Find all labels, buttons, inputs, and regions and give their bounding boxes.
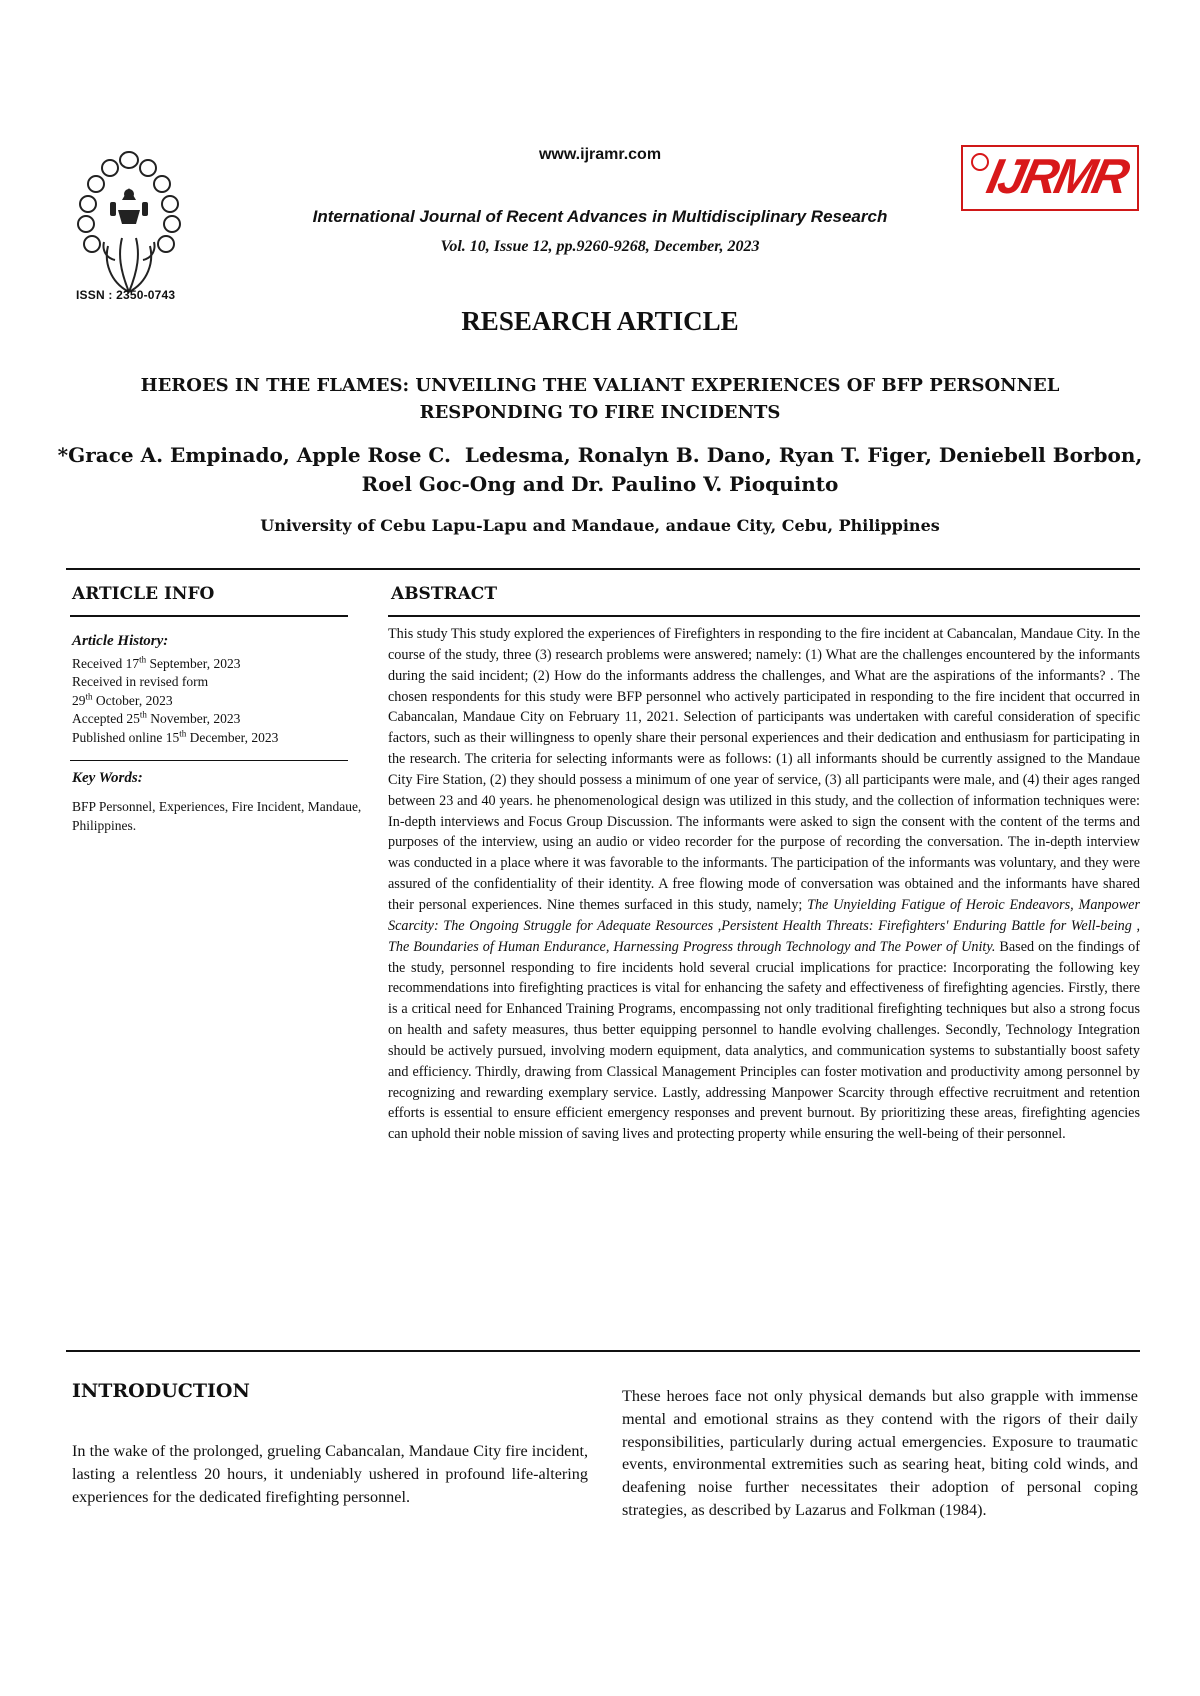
abstract-end-divider: [66, 1350, 1140, 1352]
introduction-paragraph-2: These heroes face not only physical demands but also grapple with immense mental and emotional strains as they contend with the rigors of their daily responsibilities, particularly during actual emergencies. Exposure to traumatic events, environmental extremities such as searing heat, biting cold winds, and deafening noise further necessitates their adoption of personal coping strategies, as described by Lazarus and Folkman (1984).: [622, 1387, 1138, 1519]
article-history-heading: Article History:: [72, 633, 169, 649]
logo-circle-icon: [971, 153, 989, 171]
volume-info: Vol. 10, Issue 12, pp.9260-9268, December, 2023: [440, 238, 760, 255]
abstract-divider: [388, 615, 1140, 617]
article-history: [72, 632, 372, 748]
journal-name: International Journal of Recent Advances in Multidisciplinary Research: [312, 207, 888, 226]
abstract-themes: The Unyielding Fatigue of Heroic Endeavors, Manpower Scarcity: The Ongoing Struggle for Adequate Resources ,Persistent Health Threats: Firefighters' Enduring Battle for Well-being , The Boundaries of Human Endurance, Harnessing Progress through Technology and The Power of Unity.: [388, 896, 1140, 955]
authors-line-1: *Grace A. Empinado, Apple Rose C. Ledesma, Ronalyn B. Dano, Ryan T. Figer, Deniebell Borbon,: [57, 443, 1143, 467]
revised-date: 29th October, 2023: [72, 691, 173, 708]
authors-line-2: Roel Goc-Ong and Dr. Paulino V. Pioquinto: [361, 472, 839, 496]
article-title-line-2: RESPONDING TO FIRE INCIDENTS: [419, 402, 781, 423]
keywords-heading: Key Words:: [72, 770, 143, 786]
abstract-heading: ABSTRACT: [391, 584, 497, 604]
article-title-line-1: HEROES IN THE FLAMES: UNVEILING THE VALIANT EXPERIENCES OF BFP PERSONNEL: [140, 375, 1060, 396]
published-date: Published online 15th December, 2023: [72, 728, 279, 745]
revised-label: Received in revised form: [72, 674, 209, 690]
journal-logo: [961, 145, 1139, 211]
article-info-heading: ARTICLE INFO: [72, 584, 215, 604]
article-info-divider: [70, 615, 348, 617]
issn-number: ISSN : 2350-0743: [76, 288, 176, 302]
received-date: Received 17th September, 2023: [72, 654, 241, 671]
article-type: RESEARCH ARTICLE: [461, 306, 739, 336]
keywords-text: BFP Personnel, Experiences, Fire Incident, Mandaue, Philippines.: [72, 799, 362, 833]
introduction-heading: INTRODUCTION: [72, 1380, 250, 1402]
abstract-text: This study This study explored the experiences of Firefighters in responding to the fire incident at Cabancalan, Mandaue City. In the course of the study, three (3) research problems were answered; namely: (1) What are the challenges encountered by the informants during the said incident; (2) How do the informants address the challenges, and What are the aspirations of the informants? . The chosen respondents for this study were BFP personnel who actively participated in responding to the fire incident that occurred in Cabancalan, Mandaue City on February 11, 2021. Selection of participants was undertaken with careful consideration of specific factors, such as their willingness to openly share their personal experiences and their dedication and enthusiasm for participating in the research. The criteria for selecting informants were as follows: (1) all informants should be currently assigned to the Mandaue City Fire Station, (2) they should possess a minimum of one year of service, (3) all participants were male, and (4) their ages ranged between 23 and 40 years. he phenomenological design was utilized in this study, and the collection of information techniques were: In-depth interviews and Focus Group Discussion. The informants were asked to sign the consent with the content of the terms and purposes of the interview, using an audio or video recorder for the purpose of recording the conversation. The in-depth interview was conducted in a place where it was favorable to the informants. The participation of the informants was voluntary, and they were assured of the confidentiality of their identity. A free flowing mode of conversation was obtained and the informants have shared their personal experiences. Nine themes surfaced in this study, namely; The Unyielding Fatigue of Heroic Endeavors, Manpower Scarcity: The Ongoing Struggle for Adequate Resources ,Persistent Health Threats: Firefighters' Enduring Battle for Well-being , The Boundaries of Human Endurance, Harnessing Progress through Technology and The Power of Unity. Based on the findings of the study, personnel responding to fire incidents hold several crucial implications for practice: Incorporating the following key recommendations into firefighting practices is vital for enhancing the safety and effectiveness of firefighting agencies. Firstly, there is a critical need for Enhanced Training Programs, encompassing not only traditional firefighting techniques but also a strong focus on health and safety measures, thus better equipping personnel to handle evolving challenges. Secondly, Technology Integration should be actively pursued, involving modern equipment, data analytics, and communication systems to substantially boost safety and efficiency. Thirdly, drawing from Classical Management Principles can foster motivation and productivity among personnel by recognizing and rewarding exemplary service. Lastly, addressing Manpower Scarcity through effective recruitment and retention efforts is essential to ensure efficient emergency responses and prevent burnout. By prioritizing these areas, firefighting agencies can uphold their noble mission of saving lives and protecting property while ensuring the well-being of their personnel.: [388, 626, 1141, 1143]
affiliation: University of Cebu Lapu-Lapu and Mandaue, andaue City, Cebu, Philippines: [260, 516, 940, 535]
logo-text: IJRMR: [981, 150, 1131, 204]
header-divider: [66, 568, 1140, 570]
accepted-date: Accepted 25th November, 2023: [72, 709, 241, 727]
introduction-paragraph-1: In the wake of the prolonged, grueling Cabancalan, Mandaue City fire incident, lasting a relentless 20 hours, it undeniably ushered in profound life-altering experiences for the dedicated firefighting personnel.: [72, 1442, 588, 1506]
journal-website[interactable]: www.ijramr.com: [538, 146, 662, 163]
keywords-divider: [70, 760, 348, 761]
